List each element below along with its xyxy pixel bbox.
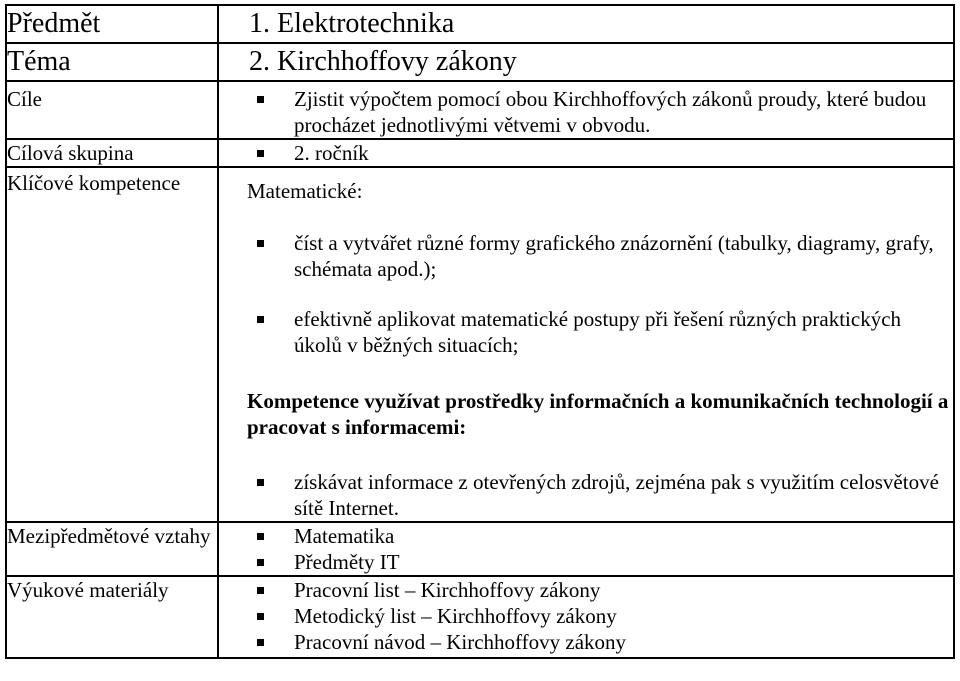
label-predmet: Předmět <box>6 5 218 43</box>
item-text: získávat informace z otevřených zdrojů, zejména pak s využitím celosvětové sítě Internet. <box>294 470 939 520</box>
bullet-square-icon <box>257 96 264 103</box>
item-text: Předměty IT <box>294 550 400 574</box>
value-cile <box>218 81 954 139</box>
bullet-square-icon <box>257 479 264 486</box>
item-text: Metodický list – Kirchhoffovy zákony <box>294 604 617 628</box>
list-item <box>219 603 953 629</box>
item-text: 2. ročník <box>294 141 369 165</box>
item-text: Matematika <box>294 524 395 548</box>
value-cilova-skupina <box>218 139 954 167</box>
bullet-square-icon <box>257 316 264 323</box>
value-mezipredmetove <box>218 522 954 576</box>
item-text: Pracovní návod – Kirchhoffovy zákony <box>294 630 627 654</box>
bullet-square-icon <box>257 613 264 620</box>
list-item <box>219 629 953 655</box>
item-text: efektivně aplikovat matematické postupy při řešení různých praktických úkolů v běžných situacích; <box>294 307 902 357</box>
value-klicove-kompetence <box>218 167 954 522</box>
row-klicove-kompetence <box>6 167 954 522</box>
list-item <box>219 469 953 521</box>
bullet-square-icon <box>257 150 264 157</box>
list-item <box>219 577 953 603</box>
row-predmet <box>6 5 954 43</box>
item-text: číst a vytvářet různé formy grafického znázornění (tabulky, diagramy, grafy, schémata apod.); <box>294 231 934 281</box>
bullet-square-icon <box>257 559 264 566</box>
bullet-square-icon <box>257 533 264 540</box>
item-text: Pracovní list – Kirchhoffovy zákony <box>294 578 601 602</box>
list-item <box>219 86 953 138</box>
item-text: Zjistit výpočtem pomocí obou Kirchhoffových zákonů proudy, které budou procházet jednotlivými větvemi v obvodu. <box>294 87 927 137</box>
label-klicove-kompetence: Klíčové kompetence <box>6 167 218 522</box>
label-cile: Cíle <box>6 81 218 139</box>
row-tema <box>6 43 954 81</box>
value-vyukove-materialy <box>218 576 954 658</box>
value-predmet: 1. Elektrotechnika <box>218 5 954 43</box>
row-vyukove-materialy <box>6 576 954 658</box>
label-mezipredmetove: Mezipředmětové vztahy <box>6 522 218 576</box>
row-mezipredmetove <box>6 522 954 576</box>
label-cilova-skupina: Cílová skupina <box>6 139 218 167</box>
label-tema: Téma <box>6 43 218 81</box>
list-item <box>219 306 953 358</box>
heading-matematicke: Matematické: <box>247 179 363 203</box>
bullet-square-icon <box>257 639 264 646</box>
list-item <box>219 549 953 575</box>
list-item <box>219 230 953 282</box>
bullet-square-icon <box>257 240 264 247</box>
bullet-square-icon <box>257 587 264 594</box>
lesson-plan-table <box>5 4 955 659</box>
label-vyukove-materialy: Výukové materiály <box>6 576 218 658</box>
value-tema: 2. Kirchhoffovy zákony <box>218 43 954 81</box>
list-item <box>219 140 953 166</box>
row-cile <box>6 81 954 139</box>
row-cilova-skupina <box>6 139 954 167</box>
list-item <box>219 523 953 549</box>
heading-ikt: Kompetence využívat prostředky informačních a komunikačních technologií a pracovat s informacemi: <box>247 389 949 439</box>
